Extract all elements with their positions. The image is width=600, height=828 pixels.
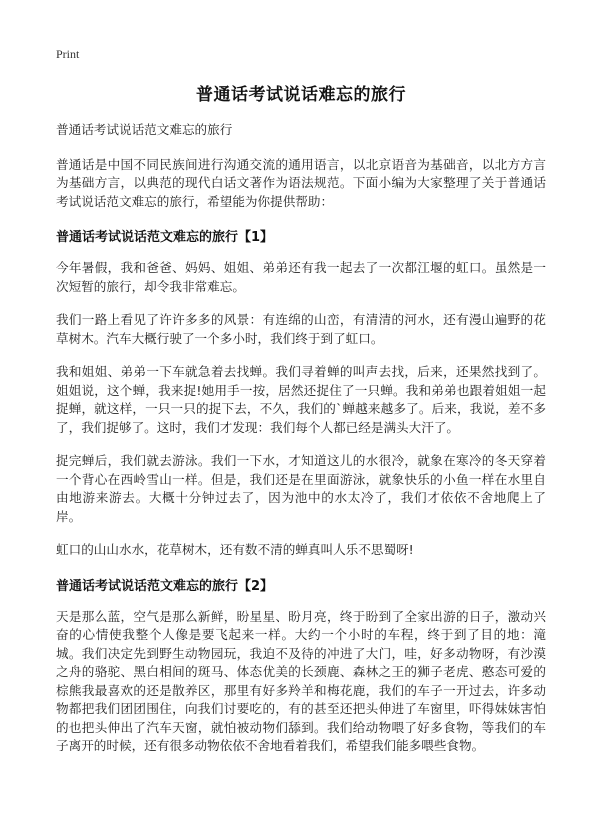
section-heading-1: 普通话考试说话范文难忘的旅行【1】 xyxy=(56,230,274,245)
section-1-paragraph-5: 虹口的山山水水，花草树木，还有数不清的蝉真叫人乐不思蜀呀! xyxy=(56,542,414,557)
section-1-paragraph-2: 我们一路上看见了许许多多的风景：有连绵的山峦，有清清的河水，还有漫山遍野的花草树木。汽车大概行驶了一个多小时，我们终于到了虹口。 xyxy=(56,312,546,346)
page-title: 普通话考试说话难忘的旅行 xyxy=(196,85,406,105)
print-link[interactable]: Print xyxy=(56,47,80,61)
intro-paragraph: 普通话是中国不同民族间进行沟通交流的通用语言，以北京语音为基础音，以北方方言为基础方言，以典范的现代白话文著作为语法规范。下面小编为大家整理了关于普通话考试说话范文难忘的旅行，希望能为你提供帮助： xyxy=(56,156,546,209)
section-1-paragraph-1: 今年暑假，我和爸爸、妈妈、姐姐、弟弟还有我一起去了一次都江堰的虹口。虽然是一次短暂的旅行，却令我非常难忘。 xyxy=(56,260,546,294)
section-2-paragraph-1: 天是那么蓝，空气是那么新鲜，盼星星、盼月亮，终于盼到了全家出游的日子，激动兴奋的心情使我整个人像是要飞起来一样。大约一个小时的车程，终于到了目的地：滝城。我们决定先到野生动物园玩，我迫不及待的冲进了大门，哇，好多动物呀，有沙漠之舟的骆驼、黑白相间的斑马、体态优美的长颈鹿、森林之王的狮子老虎、憨态可爱的棕熊我最喜欢的还是散养区，那里有好多羚羊和梅花鹿，我们的车子一开过去，许多动物都把我们团团围住，向我们讨要吃的，有的甚至还把头伸进了车窗里，吓得妹妹害怕的也把头伸出了汽车天窗，就怕被动物们舔到。我们给动物喂了好多食物，等我们的车子离开的时候，还有很多动物依依不舍地看着我们，希望我们能多喂些食物。 xyxy=(56,608,546,753)
section-heading-2: 普通话考试说话范文难忘的旅行【2】 xyxy=(56,578,274,594)
section-1-paragraph-3: 我和姐姐、弟弟一下车就急着去找蝉。我们寻着蝉的叫声去找，后来，还果然找到了。姐姐说，这个蝉，我来捉!她用手一按，居然还捉住了一只蝉。我和弟弟也跟着姐姐一起捉蝉，就这样，一只一只的捉下去，不久，我们的`蝉越来越多了。后来，我说，差不多了，我们捉够了。这时，我们才发现：我们每个人都已经是满头大汗了。 xyxy=(56,364,546,435)
article-subtitle: 普通话考试说话范文难忘的旅行 xyxy=(56,122,233,137)
section-1-paragraph-4: 捉完蝉后，我们就去游泳。我们一下水，才知道这儿的水很冷，就象在寒冷的冬天穿着一个背心在西岭雪山一样。但是，我们还是在里面游泳，就象快乐的小鱼一样在水里自由地游来游去。大概十分钟过去了，因为池中的水太冷了，我们才依依不舍地爬上了岸。 xyxy=(56,453,546,524)
article xyxy=(56,80,546,771)
